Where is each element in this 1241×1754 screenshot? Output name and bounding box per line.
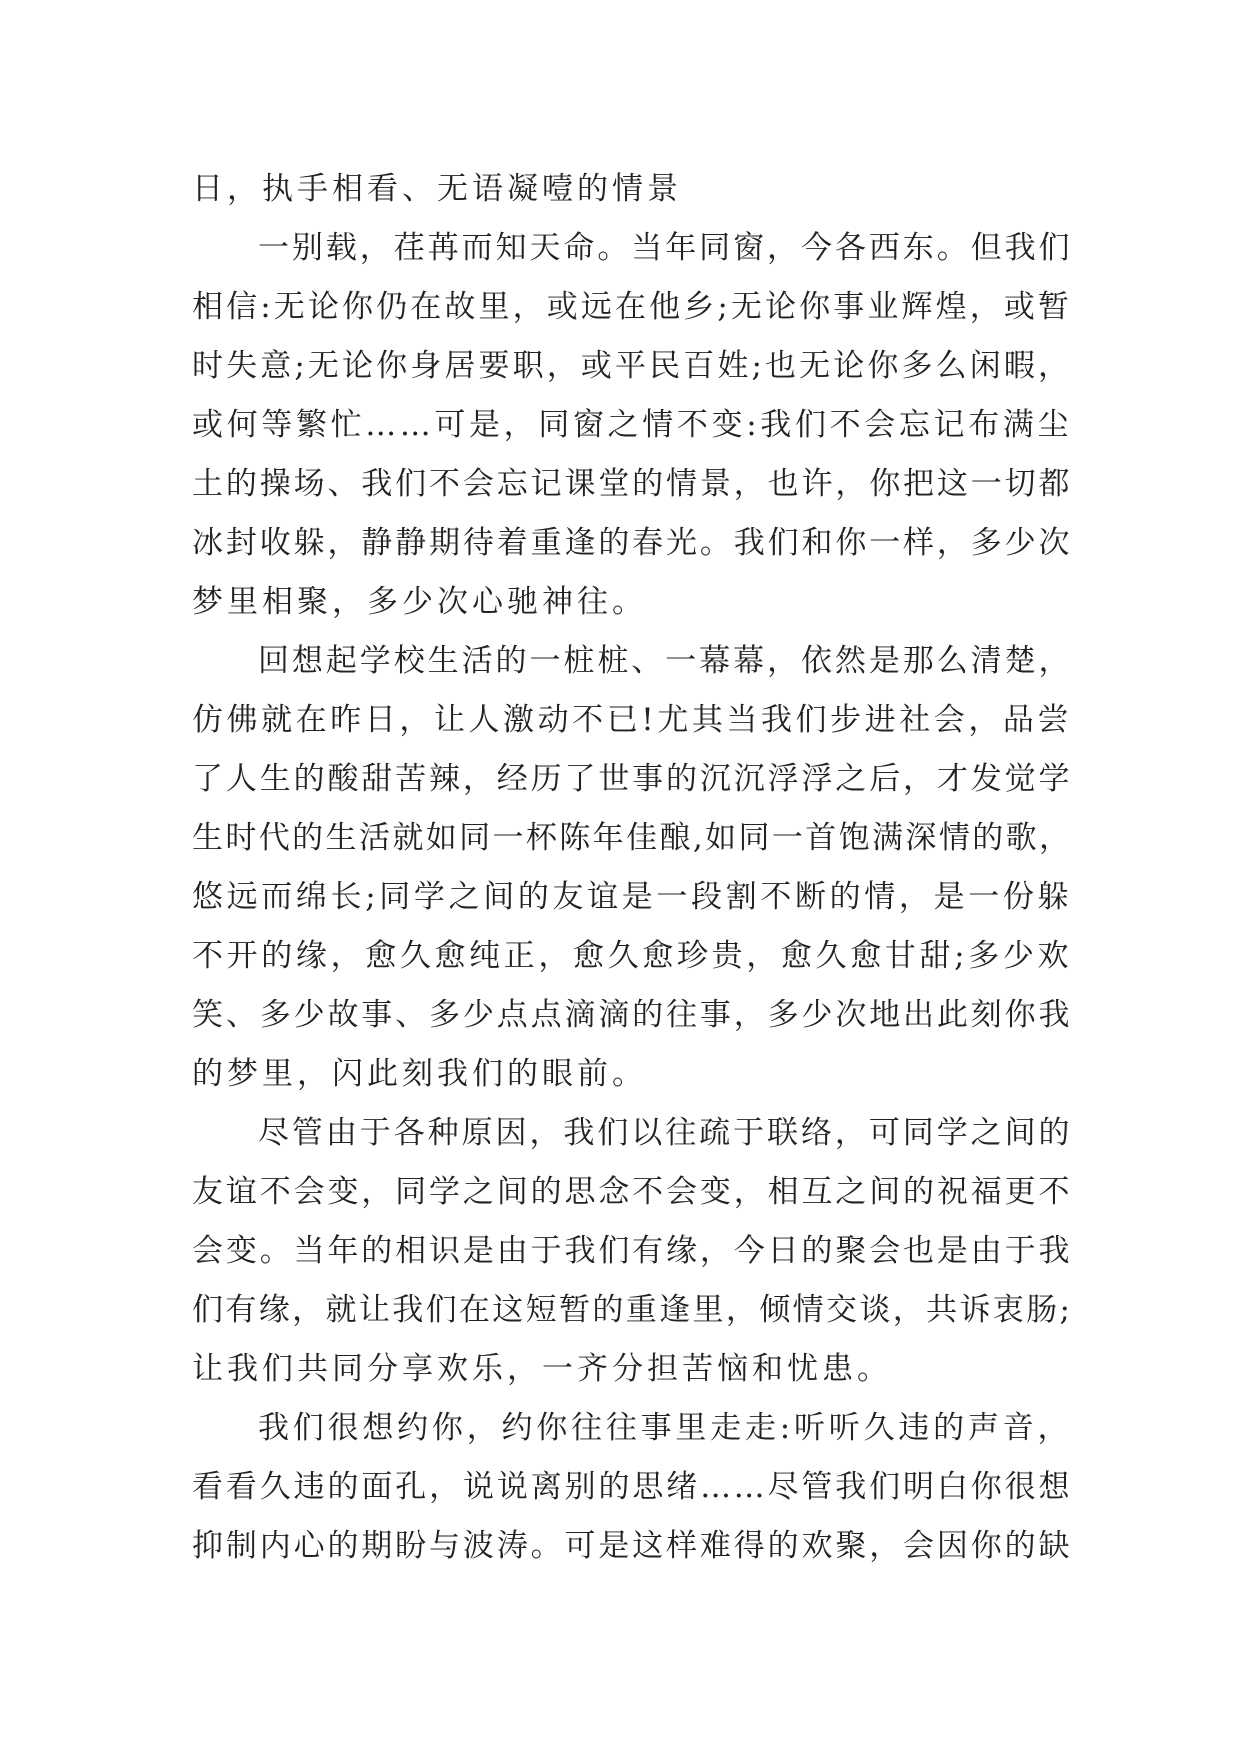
text-line: 悠远而绵长;同学之间的友谊是一段割不断的情，是一份躲 bbox=[192, 879, 1072, 915]
text-line: 尽管由于各种原因，我们以往疏于联络，可同学之间的 bbox=[258, 1115, 1072, 1151]
text-line: 我们很想约你，约你往往事里走走:听听久违的声音， bbox=[258, 1410, 1072, 1446]
text-line: 土的操场、我们不会忘记课堂的情景，也许，你把这一切都 bbox=[192, 466, 1072, 502]
text-line: 冰封收躲，静静期待着重逢的春光。我们和你一样，多少次 bbox=[192, 525, 1072, 561]
text-line: 笑、多少故事、多少点点滴滴的往事，多少次地出此刻你我 bbox=[192, 997, 1072, 1033]
text-line: 时失意;无论你身居要职，或平民百姓;也无论你多么闲暇， bbox=[192, 348, 1072, 384]
text-line: 了人生的酸甜苦辣，经历了世事的沉沉浮浮之后，才发觉学 bbox=[192, 761, 1072, 797]
text-line: 回想起学校生活的一桩桩、一幕幕，依然是那么清楚， bbox=[258, 643, 1072, 679]
text-line: 相信:无论你仍在故里，或远在他乡;无论你事业辉煌，或暂 bbox=[192, 289, 1072, 325]
text-line: 友谊不会变，同学之间的思念不会变，相互之间的祝福更不 bbox=[192, 1174, 1072, 1210]
text-line: 们有缘，就让我们在这短暂的重逢里，倾情交谈，共诉衷肠; bbox=[192, 1292, 1072, 1328]
text-line: 梦里相聚，多少次心驰神往。 bbox=[192, 584, 647, 620]
text-line: 或何等繁忙……可是，同窗之情不变:我们不会忘记布满尘 bbox=[192, 407, 1072, 443]
text-line: 日，执手相看、无语凝噎的情景 bbox=[192, 171, 682, 207]
text-line: 看看久违的面孔，说说离别的思绪……尽管我们明白你很想 bbox=[192, 1469, 1072, 1505]
text-line: 的梦里，闪此刻我们的眼前。 bbox=[192, 1056, 647, 1092]
text-line: 一别载，荏苒而知天命。当年同窗，今各西东。但我们 bbox=[258, 230, 1072, 266]
text-line: 生时代的生活就如同一杯陈年佳酿,如同一首饱满深情的歌， bbox=[192, 820, 1072, 856]
body-text bbox=[192, 160, 1072, 1576]
text-line: 让我们共同分享欢乐，一齐分担苦恼和忧患。 bbox=[192, 1351, 892, 1387]
text-line: 抑制内心的期盼与波涛。可是这样难得的欢聚，会因你的缺 bbox=[192, 1528, 1072, 1564]
text-line: 仿佛就在昨日，让人激动不已!尤其当我们步进社会，品尝 bbox=[192, 702, 1072, 738]
text-line: 会变。当年的相识是由于我们有缘，今日的聚会也是由于我 bbox=[192, 1233, 1072, 1269]
text-line: 不开的缘，愈久愈纯正，愈久愈珍贵，愈久愈甘甜;多少欢 bbox=[192, 938, 1072, 974]
